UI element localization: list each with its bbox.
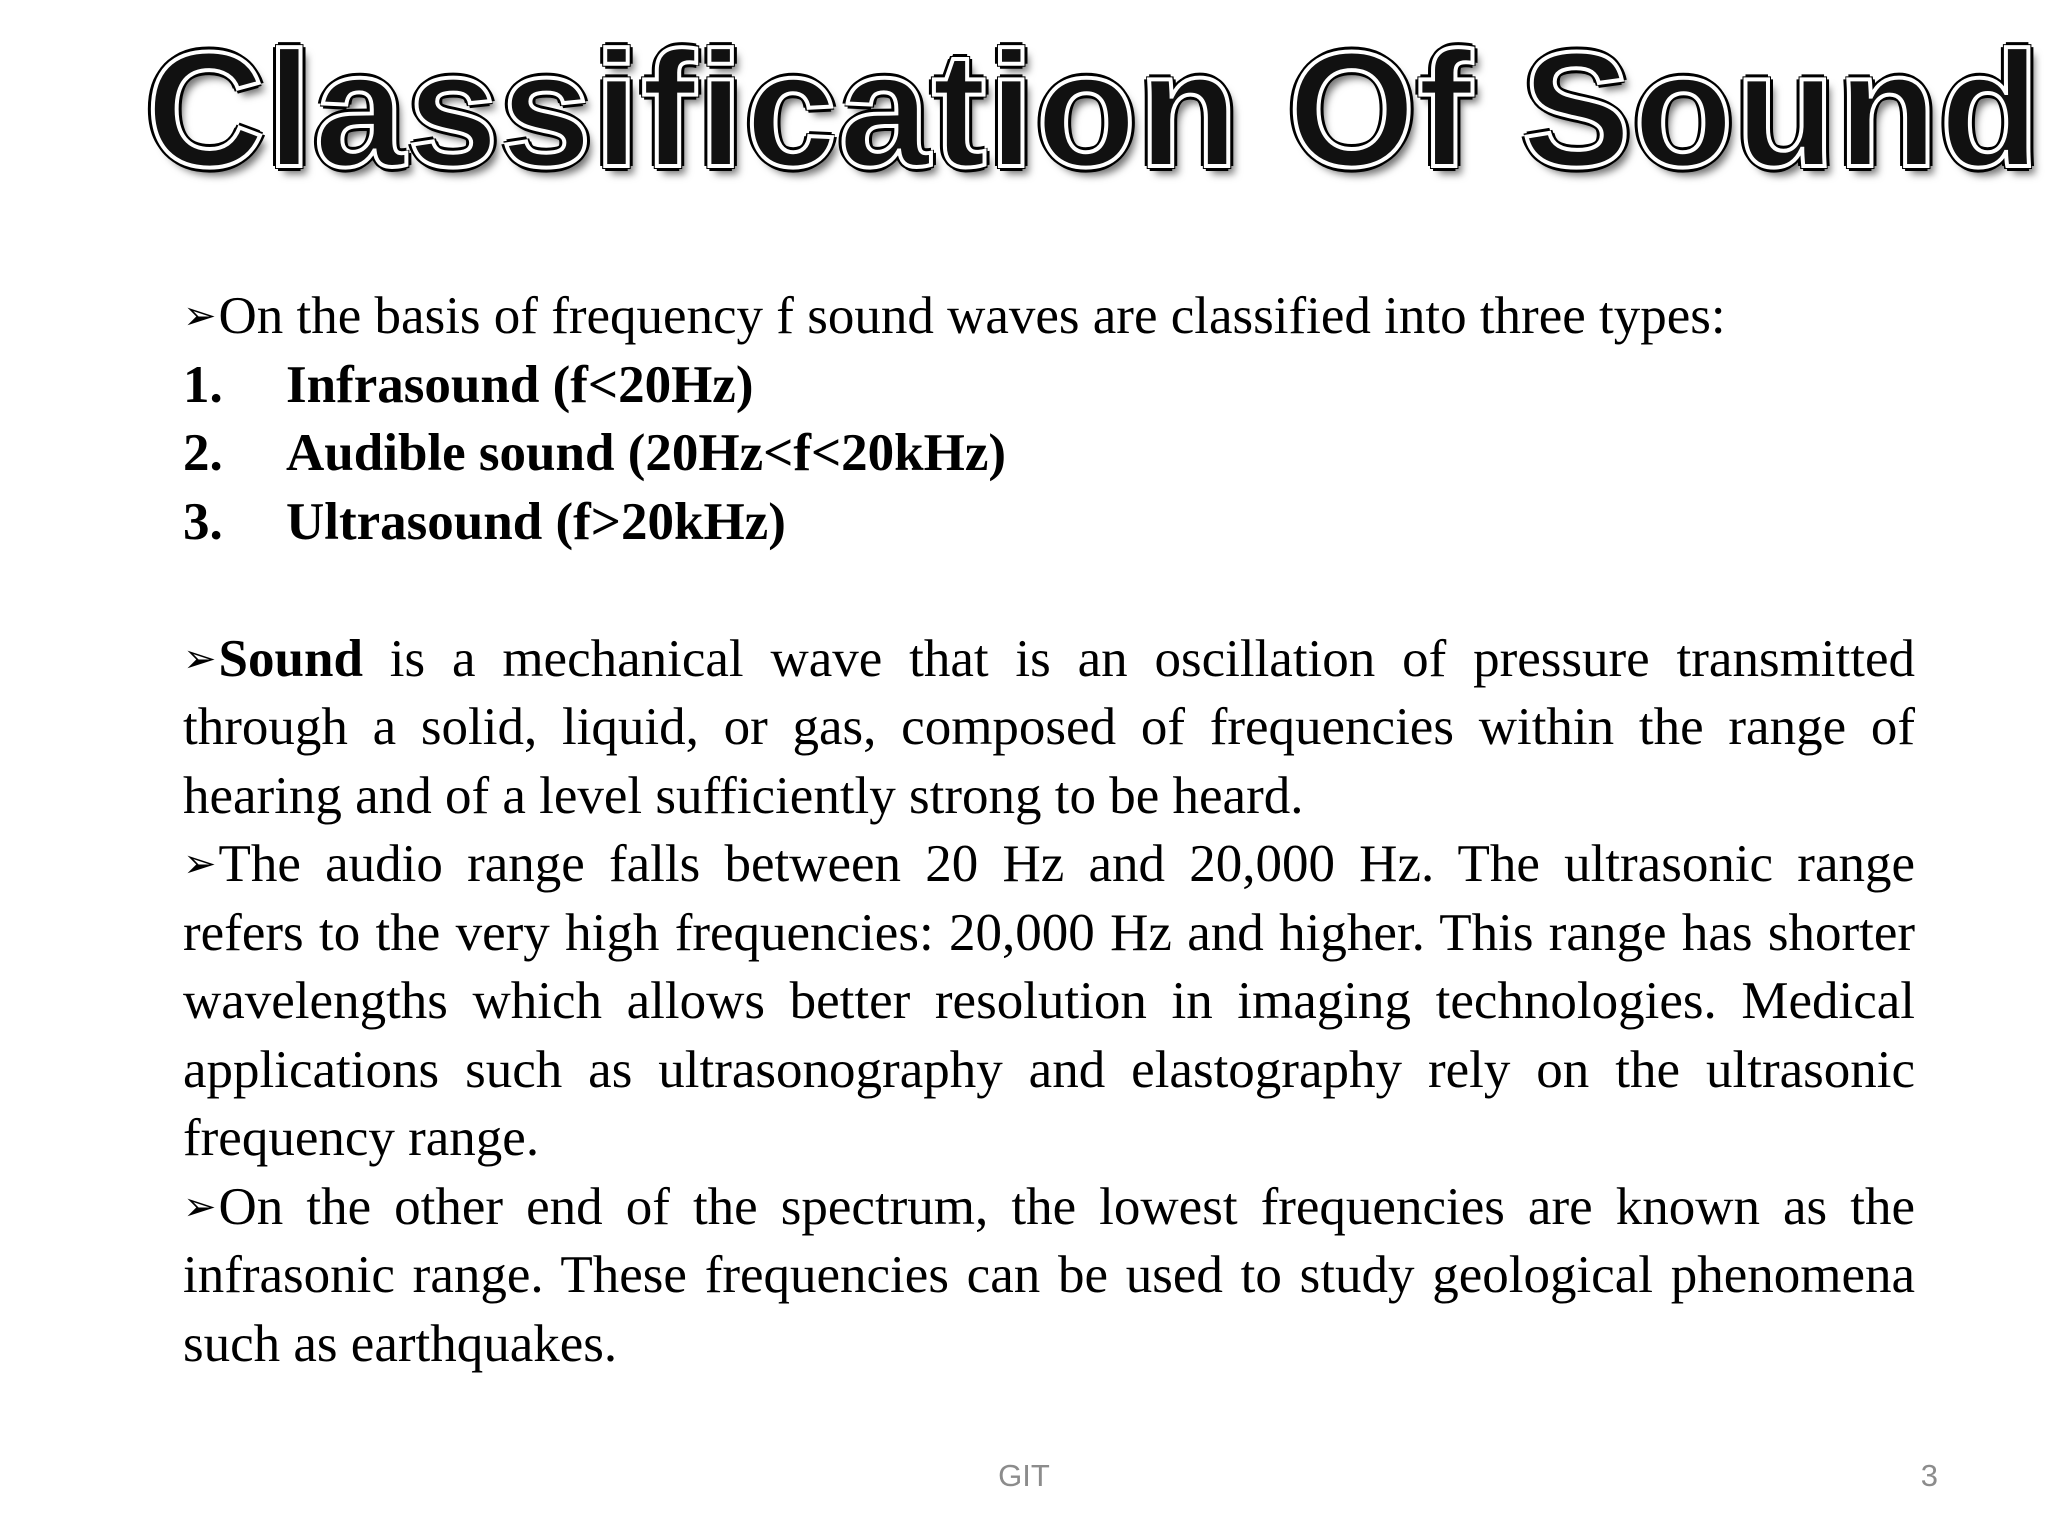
intro-paragraph bbox=[183, 282, 1915, 351]
list-item-label: Ultrasound (f>20kHz) bbox=[286, 492, 786, 551]
list-item-number: 2. bbox=[183, 424, 223, 482]
sound-term: Sound bbox=[218, 629, 363, 688]
audio-range-paragraph bbox=[183, 830, 1915, 1173]
infrasonic-paragraph bbox=[183, 1173, 1915, 1379]
list-item-label: Audible sound (20Hz<f<20kHz) bbox=[286, 424, 1007, 482]
page-number: 3 bbox=[1920, 1458, 1938, 1493]
slide-content bbox=[183, 282, 1915, 1378]
footer-text: GIT bbox=[998, 1458, 1050, 1493]
slide-title: Classification Of Sound bbox=[146, 18, 2042, 201]
sound-definition-text: is a mechanical wave that is an oscillation of pressure transmitted through a solid, liquid, or gas, composed of frequencies within the range of hearing and of a level sufficiently strong to be heard. bbox=[183, 629, 1915, 825]
infrasonic-text: On the other end of the spectrum, the lowest frequencies are known as the infrasonic range. These frequencies can be used to study geological phenomena such as earthquakes. bbox=[183, 1177, 1915, 1373]
intro-text: On the basis of frequency f sound waves are classified into three types: bbox=[218, 287, 1726, 345]
arrow-bullet-icon: ➢ bbox=[183, 841, 217, 887]
list-item bbox=[183, 351, 1915, 420]
list-item bbox=[183, 419, 1915, 488]
arrow-bullet-icon: ➢ bbox=[183, 1183, 217, 1230]
sound-definition-paragraph bbox=[183, 625, 1915, 831]
arrow-bullet-icon: ➢ bbox=[183, 293, 217, 339]
list-item bbox=[183, 488, 1915, 557]
spacer bbox=[183, 556, 1915, 625]
audio-range-text: The audio range falls between 20 Hz and 20,000 Hz. The ultrasonic range refers to the very high frequencies: 20,000 Hz and higher. This range has shorter wavelengths which allows better resolution in imaging technologies. Medical applications such as ultrasonography and elastography rely on the ultrasonic frequency range. bbox=[183, 835, 1915, 1167]
sound-types-list bbox=[183, 351, 1915, 557]
arrow-bullet-icon: ➢ bbox=[183, 635, 217, 682]
list-item-number: 1. bbox=[183, 355, 223, 414]
list-item-number: 3. bbox=[183, 492, 223, 551]
list-item-label: Infrasound (f<20Hz) bbox=[286, 355, 754, 414]
